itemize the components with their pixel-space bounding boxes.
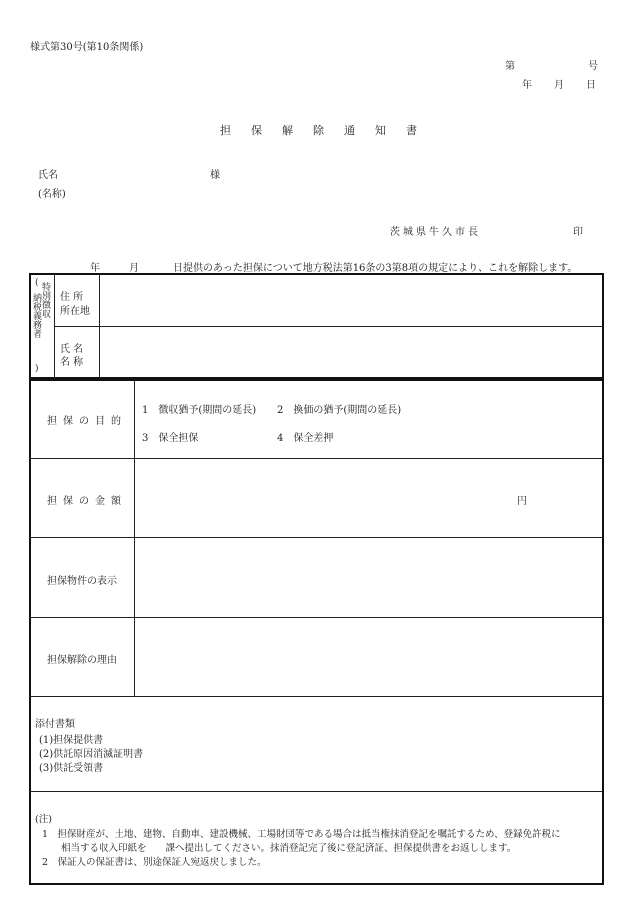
property-label: 担保物件の表示 (47, 576, 117, 587)
taxpayer-row-divider (54, 326, 603, 327)
doc-number-suffix: 号 (588, 61, 598, 72)
note-item-2: 2 保証人の保証書は、別途保証人宛返戻しました。 (42, 857, 267, 868)
recipient-name-label: 氏名 (38, 170, 58, 181)
document-title: 担保解除通知書 (220, 124, 437, 137)
name-label-2: 名 称 (60, 357, 84, 368)
side-paren-open: ( (35, 278, 39, 288)
row-divider-5 (30, 791, 603, 792)
date-year: 年 (522, 80, 532, 91)
row-divider-2 (30, 537, 603, 538)
attachment-item-2: (2)供託原因消滅証明書 (39, 749, 144, 760)
attachment-item-1: (1)担保提供書 (39, 735, 104, 746)
note-item-1: 1 担保財産が、土地、建物、自動車、建設機械、工場財団等である場合は抵当権抹消登記を嘱託するため、登録免許税に (42, 829, 561, 840)
row-divider-3 (30, 617, 603, 618)
name-label-1: 氏 名 (60, 344, 84, 355)
purpose-option-3: 3 保全担保 (142, 433, 199, 444)
side-label-2: 納税義務者 (31, 293, 41, 338)
recipient-honorific: 様 (210, 170, 220, 181)
main-top-border (29, 378, 604, 380)
amount-label: 担保の金額 (47, 496, 127, 507)
statement-month: 月 (129, 263, 139, 274)
reason-label: 担保解除の理由 (47, 655, 117, 666)
side-paren-close: ) (35, 364, 39, 374)
main-box (29, 379, 604, 885)
attachments-title: 添付書類 (35, 719, 75, 730)
purpose-option-4: 4 保全差押 (277, 433, 334, 444)
statement-text: 日提供のあった担保について地方税法第16条の3第8項の規定により、これを解除します。 (173, 263, 578, 274)
statement-year: 年 (90, 263, 100, 274)
address-label-1: 住 所 (60, 292, 84, 303)
notes-title: (注) (35, 814, 52, 825)
address-label-2: 所在地 (60, 306, 90, 317)
side-label-1: 特別徴収 (40, 282, 50, 318)
row-divider-4 (30, 696, 603, 697)
issuer-name: 茨城県牛久市長 (390, 227, 481, 238)
main-label-divider (134, 380, 135, 696)
issuer-seal: 印 (573, 227, 583, 238)
note-item-1-cont: 相当する収入印紙を 課へ提出してください。抹消登記完了後に登記済証、担保提供書をお返しします。 (42, 843, 517, 854)
attachment-item-3: (3)供託受領書 (39, 763, 104, 774)
date-day: 日 (586, 80, 596, 91)
purpose-option-1: 1 徴収猶予(期間の延長) (142, 405, 257, 416)
amount-unit: 円 (517, 496, 527, 507)
doc-number-prefix: 第 (505, 61, 515, 72)
purpose-option-2: 2 換価の猶予(期間の延長) (277, 405, 402, 416)
row-divider-1 (30, 458, 603, 459)
date-month: 月 (554, 80, 564, 91)
form-number: 様式第30号(第10条関係) (30, 42, 144, 53)
purpose-label: 担保の目的 (47, 416, 127, 427)
recipient-corp-label: (名称) (38, 189, 66, 200)
